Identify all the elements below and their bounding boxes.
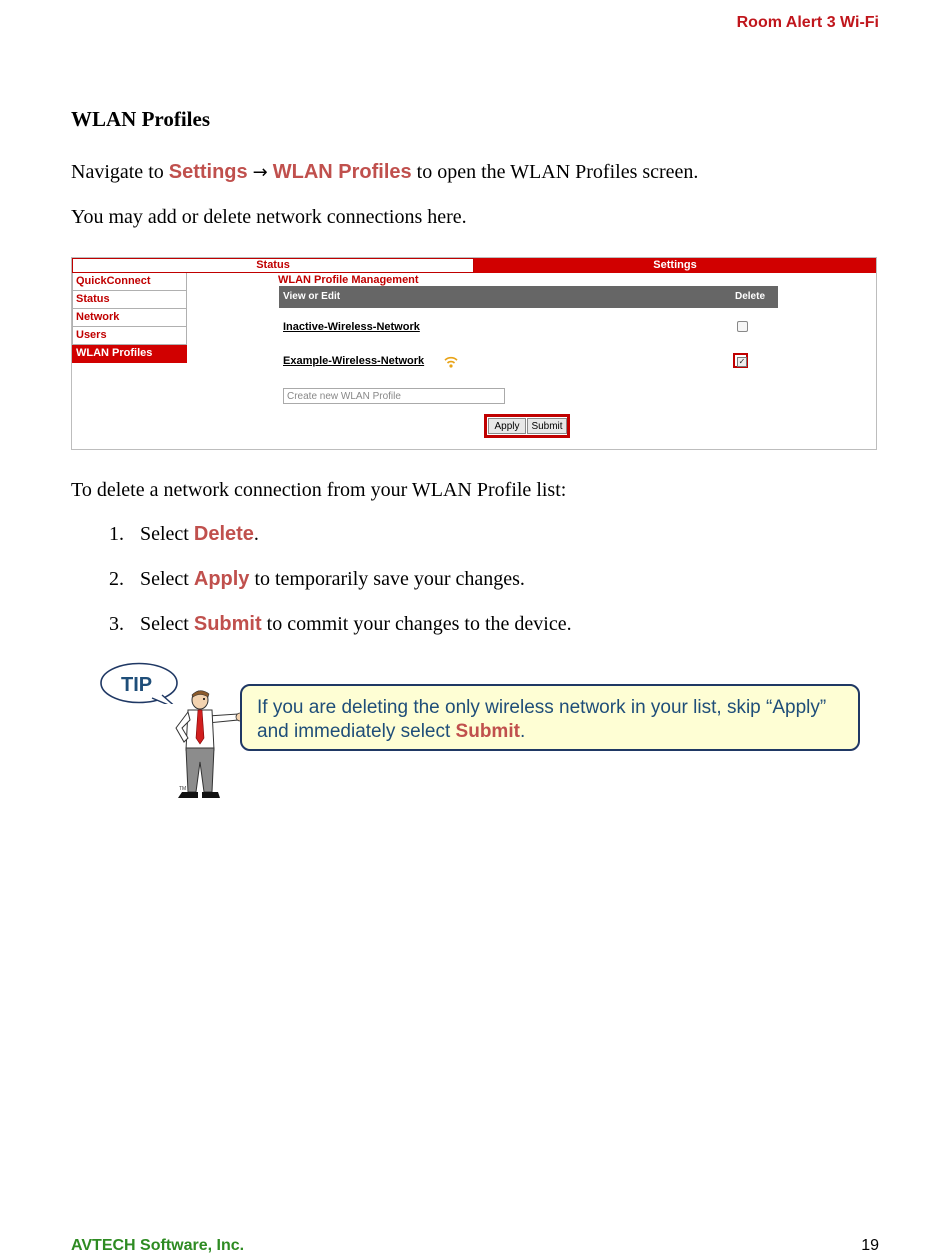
- arrow-icon: →: [252, 162, 268, 183]
- step-term-apply: Apply: [193, 568, 250, 590]
- footer-company: AVTECH Software, Inc.: [71, 1237, 245, 1254]
- step-2: [109, 568, 525, 591]
- menu-item-network[interactable]: Network: [72, 309, 187, 327]
- menu-item-users[interactable]: Users: [72, 327, 187, 345]
- tip-text: If you are deleting the only wireless network in your list, skip “Apply” and immediately select: [257, 697, 827, 742]
- tip-box: [240, 684, 860, 751]
- tip-text-suffix: .: [519, 721, 526, 742]
- step-number: 1.: [109, 523, 124, 545]
- cartoon-man-icon: [160, 688, 244, 808]
- apply-button[interactable]: Apply: [488, 418, 526, 434]
- step-number: 2.: [109, 568, 124, 590]
- step-term-delete: Delete: [193, 523, 254, 545]
- step-suffix: to commit your changes to the device.: [261, 613, 572, 635]
- step-prefix: Select: [140, 568, 194, 590]
- delete-checkbox-highlight: [733, 353, 748, 368]
- step-prefix: Select: [140, 613, 194, 635]
- step-1: [109, 523, 259, 546]
- delete-intro-text: To delete a network connection from your WLAN Profile list:: [71, 479, 567, 501]
- profile-management-title: WLAN Profile Management: [278, 274, 419, 286]
- menu-item-quickconnect[interactable]: QuickConnect: [72, 273, 187, 291]
- wifi-signal-icon: [443, 354, 459, 368]
- section-title: WLAN Profiles: [71, 107, 211, 131]
- tab-settings[interactable]: Settings: [474, 258, 876, 273]
- tab-status[interactable]: Status: [72, 258, 474, 273]
- navigation-instruction: [71, 161, 698, 184]
- nav-suffix: to open the WLAN Profiles screen.: [411, 161, 699, 183]
- menu-item-wlan-profiles[interactable]: WLAN Profiles: [72, 345, 187, 363]
- step-prefix: Select: [140, 523, 194, 545]
- delete-checkbox-example[interactable]: ✓: [738, 357, 746, 366]
- step-number: 3.: [109, 613, 124, 635]
- step-3: [109, 613, 572, 636]
- new-profile-input[interactable]: Create new WLAN Profile: [283, 388, 505, 404]
- top-tabs: [72, 258, 876, 273]
- step-suffix: to temporarily save your changes.: [249, 568, 525, 590]
- wlan-profiles-screenshot: [71, 257, 877, 450]
- tip-label: TIP: [121, 674, 153, 696]
- submit-button[interactable]: Submit: [527, 418, 567, 434]
- menu-item-status[interactable]: Status: [72, 291, 187, 309]
- column-delete: Delete: [734, 291, 765, 302]
- settings-menu: [72, 273, 187, 363]
- delete-checkbox-inactive[interactable]: [737, 321, 748, 332]
- nav-wlan-profiles-term: WLAN Profiles: [272, 161, 412, 183]
- profile-table-header: [279, 286, 778, 308]
- network-link-inactive[interactable]: Inactive-Wireless-Network: [283, 321, 420, 333]
- page-number: 19: [861, 1237, 879, 1254]
- nav-prefix: Navigate to: [71, 161, 169, 183]
- tip-term-submit: Submit: [455, 721, 520, 742]
- trademark-mark: TM: [179, 786, 187, 792]
- document-header-title: Room Alert 3 Wi-Fi: [736, 14, 879, 31]
- step-term-submit: Submit: [193, 613, 262, 635]
- network-link-example[interactable]: Example-Wireless-Network: [283, 355, 425, 367]
- step-suffix: .: [253, 523, 259, 545]
- column-view-edit: View or Edit: [283, 291, 341, 302]
- apply-submit-highlight: [484, 414, 570, 438]
- intro-text: You may add or delete network connections here.: [71, 206, 467, 228]
- nav-settings-term: Settings: [168, 161, 248, 183]
